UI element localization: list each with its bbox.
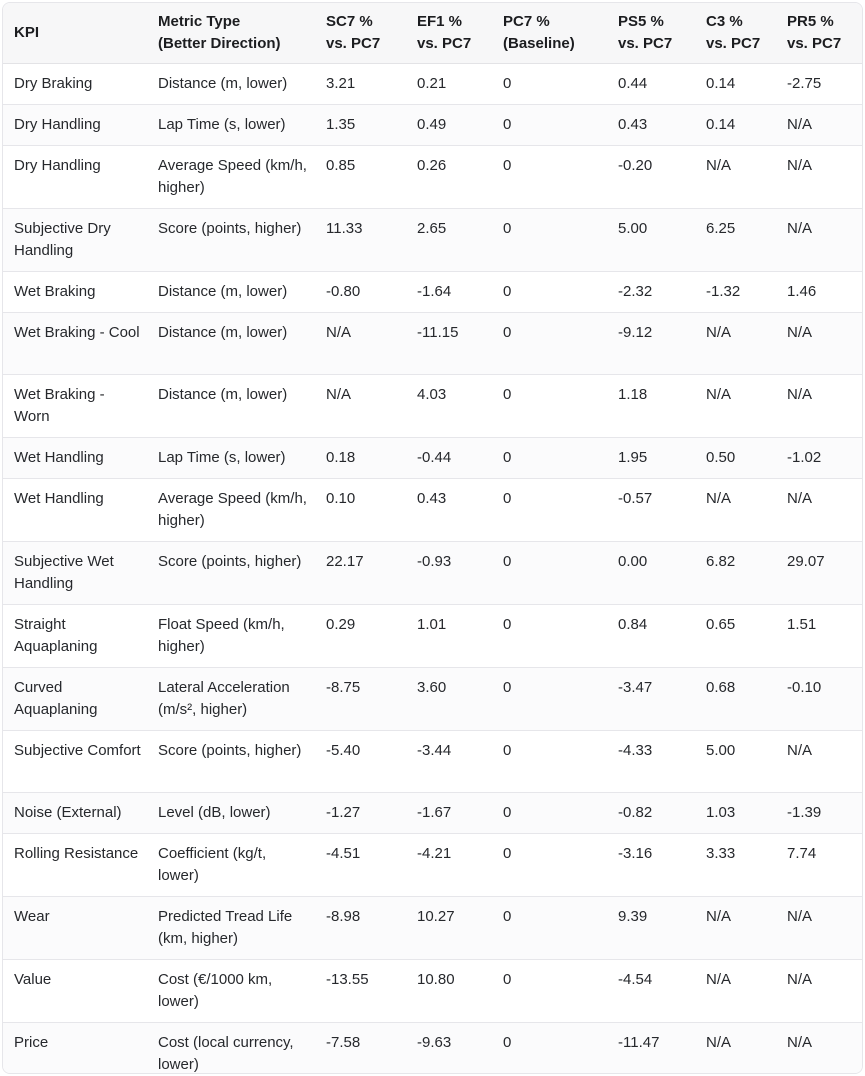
ps5-value-cell: 0.44 xyxy=(618,75,648,92)
kpi-cell: Value xyxy=(14,971,52,988)
c3-value-cell: 6.25 xyxy=(706,220,736,237)
pr5-value-cell: N/A xyxy=(787,386,813,403)
pc7-value-cell: 0 xyxy=(503,116,512,133)
c3-value-cell: N/A xyxy=(706,908,732,925)
ef1-value-cell: 3.60 xyxy=(417,679,447,696)
pr5-value-cell: N/A xyxy=(787,157,813,174)
ef1-value-cell: -9.63 xyxy=(417,1034,452,1051)
kpi-cell: Wet Handling xyxy=(14,449,104,466)
pc7-value-cell: 0 xyxy=(503,157,512,174)
header-ps5: PS5 % vs. PC7 xyxy=(607,3,695,64)
metric-type-cell: Distance (m, lower) xyxy=(158,386,288,403)
pc7-value-cell: 0 xyxy=(503,75,512,92)
kpi-cell: Price xyxy=(14,1034,49,1051)
table-row xyxy=(3,375,862,438)
pr5-value-cell: 7.74 xyxy=(787,845,817,862)
sc7-value-cell: -13.55 xyxy=(326,971,369,988)
ef1-value-cell: -3.44 xyxy=(417,742,452,759)
metric-type-cell: Lateral Acceleration (m/s², higher) xyxy=(158,679,290,718)
kpi-cell: Subjective Wet Handling xyxy=(14,553,114,592)
kpi-comparison-table xyxy=(3,3,862,1074)
ps5-value-cell: -0.20 xyxy=(618,157,653,174)
c3-value-cell: -1.32 xyxy=(706,283,741,300)
pr5-value-cell: N/A xyxy=(787,490,813,507)
pc7-value-cell: 0 xyxy=(503,742,512,759)
pr5-value-cell: N/A xyxy=(787,908,813,925)
ef1-value-cell: -1.64 xyxy=(417,283,452,300)
pr5-value-cell: N/A xyxy=(787,971,813,988)
metric-type-cell: Score (points, higher) xyxy=(158,220,302,237)
pc7-value-cell: 0 xyxy=(503,220,512,237)
table-row xyxy=(3,479,862,542)
pc7-value-cell: 0 xyxy=(503,490,512,507)
header-pc7: PC7 % (Baseline) xyxy=(492,3,607,64)
c3-value-cell: 0.50 xyxy=(706,449,736,466)
metric-type-cell: Average Speed (km/h, higher) xyxy=(158,490,307,529)
table-row xyxy=(3,146,862,209)
sc7-value-cell: -4.51 xyxy=(326,845,361,862)
kpi-comparison-table-container xyxy=(2,2,863,1074)
sc7-value-cell: -7.58 xyxy=(326,1034,361,1051)
sc7-value-cell: 3.21 xyxy=(326,75,356,92)
c3-value-cell: 0.65 xyxy=(706,616,736,633)
pc7-value-cell: 0 xyxy=(503,971,512,988)
table-row xyxy=(3,793,862,834)
kpi-cell: Straight Aquaplaning xyxy=(14,616,98,655)
kpi-cell: Dry Handling xyxy=(14,157,101,174)
pr5-value-cell: 1.46 xyxy=(787,283,817,300)
sc7-value-cell: 0.18 xyxy=(326,449,356,466)
pr5-value-cell: 29.07 xyxy=(787,553,825,570)
ps5-value-cell: -4.33 xyxy=(618,742,653,759)
ef1-value-cell: 10.27 xyxy=(417,908,455,925)
ps5-value-cell: 5.00 xyxy=(618,220,648,237)
c3-value-cell: 3.33 xyxy=(706,845,736,862)
sc7-value-cell: 0.85 xyxy=(326,157,356,174)
sc7-value-cell: -5.40 xyxy=(326,742,361,759)
sc7-value-cell: 22.17 xyxy=(326,553,364,570)
c3-value-cell: 0.14 xyxy=(706,75,736,92)
c3-value-cell: 1.03 xyxy=(706,804,736,821)
header-kpi: KPI xyxy=(3,3,147,64)
pc7-value-cell: 0 xyxy=(503,908,512,925)
pc7-value-cell: 0 xyxy=(503,553,512,570)
kpi-cell: Wet Braking - Worn xyxy=(14,386,105,425)
table-row xyxy=(3,668,862,731)
ef1-value-cell: 4.03 xyxy=(417,386,447,403)
metric-type-cell: Distance (m, lower) xyxy=(158,75,288,92)
table-row xyxy=(3,605,862,668)
sc7-value-cell: -1.27 xyxy=(326,804,361,821)
table-row xyxy=(3,542,862,605)
pr5-value-cell: -2.75 xyxy=(787,75,822,92)
table-row xyxy=(3,209,862,272)
pr5-value-cell: -0.10 xyxy=(787,679,822,696)
ef1-value-cell: 0.49 xyxy=(417,116,447,133)
sc7-value-cell: -8.98 xyxy=(326,908,361,925)
pc7-value-cell: 0 xyxy=(503,386,512,403)
metric-type-cell: Float Speed (km/h, higher) xyxy=(158,616,285,655)
kpi-cell: Subjective Comfort xyxy=(14,742,141,759)
metric-type-cell: Level (dB, lower) xyxy=(158,804,271,821)
metric-type-cell: Lap Time (s, lower) xyxy=(158,116,286,133)
kpi-cell: Noise (External) xyxy=(14,804,122,821)
ps5-value-cell: -4.54 xyxy=(618,971,653,988)
metric-type-cell: Score (points, higher) xyxy=(158,553,302,570)
c3-value-cell: 0.68 xyxy=(706,679,736,696)
table-row xyxy=(3,897,862,960)
ef1-value-cell: 10.80 xyxy=(417,971,455,988)
pc7-value-cell: 0 xyxy=(503,616,512,633)
sc7-value-cell: N/A xyxy=(326,386,352,403)
ps5-value-cell: -3.47 xyxy=(618,679,653,696)
c3-value-cell: 6.82 xyxy=(706,553,736,570)
table-row xyxy=(3,1023,862,1075)
c3-value-cell: N/A xyxy=(706,971,732,988)
metric-type-cell: Distance (m, lower) xyxy=(158,324,288,341)
metric-type-cell: Predicted Tread Life (km, higher) xyxy=(158,908,293,947)
ef1-value-cell: -11.15 xyxy=(417,324,459,341)
pc7-value-cell: 0 xyxy=(503,804,512,821)
table-row xyxy=(3,64,862,105)
ps5-value-cell: 0.84 xyxy=(618,616,648,633)
ps5-value-cell: 1.95 xyxy=(618,449,648,466)
ef1-value-cell: -0.93 xyxy=(417,553,452,570)
pr5-value-cell: N/A xyxy=(787,324,813,341)
ef1-value-cell: 1.01 xyxy=(417,616,447,633)
ef1-value-cell: 0.21 xyxy=(417,75,447,92)
pc7-value-cell: 0 xyxy=(503,1034,512,1051)
pc7-value-cell: 0 xyxy=(503,324,512,341)
ps5-value-cell: 0.00 xyxy=(618,553,648,570)
sc7-value-cell: -8.75 xyxy=(326,679,361,696)
c3-value-cell: N/A xyxy=(706,1034,732,1051)
table-row xyxy=(3,438,862,479)
ps5-value-cell: -3.16 xyxy=(618,845,653,862)
ef1-value-cell: -1.67 xyxy=(417,804,452,821)
c3-value-cell: N/A xyxy=(706,386,732,403)
c3-value-cell: N/A xyxy=(706,490,732,507)
ps5-value-cell: -0.57 xyxy=(618,490,653,507)
pr5-value-cell: N/A xyxy=(787,116,813,133)
ef1-value-cell: -4.21 xyxy=(417,845,452,862)
ps5-value-cell: 0.43 xyxy=(618,116,648,133)
sc7-value-cell: N/A xyxy=(326,324,352,341)
table-row xyxy=(3,960,862,1023)
header-c3: C3 % vs. PC7 xyxy=(695,3,776,64)
table-row xyxy=(3,105,862,146)
ps5-value-cell: -0.82 xyxy=(618,804,653,821)
pr5-value-cell: N/A xyxy=(787,1034,813,1051)
kpi-cell: Wet Braking - Cool xyxy=(14,324,140,341)
table-row xyxy=(3,272,862,313)
metric-type-cell: Coefficient (kg/t, lower) xyxy=(158,845,267,884)
sc7-value-cell: 0.29 xyxy=(326,616,356,633)
ps5-value-cell: 1.18 xyxy=(618,386,648,403)
kpi-cell: Dry Braking xyxy=(14,75,93,92)
kpi-cell: Curved Aquaplaning xyxy=(14,679,98,718)
c3-value-cell: N/A xyxy=(706,157,732,174)
pc7-value-cell: 0 xyxy=(503,845,512,862)
kpi-cell: Wear xyxy=(14,908,50,925)
ps5-value-cell: -2.32 xyxy=(618,283,653,300)
sc7-value-cell: 11.33 xyxy=(326,220,363,237)
pr5-value-cell: N/A xyxy=(787,220,813,237)
pr5-value-cell: N/A xyxy=(787,742,813,759)
pr5-value-cell: 1.51 xyxy=(787,616,817,633)
kpi-cell: Wet Braking xyxy=(14,283,96,300)
table-body xyxy=(3,64,862,1075)
kpi-cell: Wet Handling xyxy=(14,490,104,507)
kpi-cell: Dry Handling xyxy=(14,116,101,133)
metric-type-cell: Cost (local currency, lower) xyxy=(158,1034,294,1073)
metric-type-cell: Lap Time (s, lower) xyxy=(158,449,286,466)
ef1-value-cell: -0.44 xyxy=(417,449,452,466)
metric-type-cell: Cost (€/1000 km, lower) xyxy=(158,971,273,1010)
metric-type-cell: Average Speed (km/h, higher) xyxy=(158,157,307,196)
pc7-value-cell: 0 xyxy=(503,283,512,300)
ef1-value-cell: 0.43 xyxy=(417,490,447,507)
ef1-value-cell: 2.65 xyxy=(417,220,447,237)
kpi-cell: Subjective Dry Handling xyxy=(14,220,111,259)
ps5-value-cell: -11.47 xyxy=(618,1034,660,1051)
ps5-value-cell: 9.39 xyxy=(618,908,648,925)
sc7-value-cell: -0.80 xyxy=(326,283,361,300)
sc7-value-cell: 1.35 xyxy=(326,116,356,133)
sc7-value-cell: 0.10 xyxy=(326,490,356,507)
table-row xyxy=(3,834,862,897)
pr5-value-cell: -1.02 xyxy=(787,449,822,466)
header-ef1: EF1 % vs. PC7 xyxy=(406,3,492,64)
pr5-value-cell: -1.39 xyxy=(787,804,822,821)
ps5-value-cell: -9.12 xyxy=(618,324,653,341)
c3-value-cell: 5.00 xyxy=(706,742,736,759)
table-header-row xyxy=(3,3,862,64)
metric-type-cell: Score (points, higher) xyxy=(158,742,302,759)
c3-value-cell: N/A xyxy=(706,324,732,341)
header-pr5: PR5 % vs. PC7 xyxy=(776,3,862,64)
kpi-cell: Rolling Resistance xyxy=(14,845,139,862)
metric-type-cell: Distance (m, lower) xyxy=(158,283,288,300)
header-sc7: SC7 % vs. PC7 xyxy=(315,3,406,64)
c3-value-cell: 0.14 xyxy=(706,116,736,133)
pc7-value-cell: 0 xyxy=(503,449,512,466)
table-row xyxy=(3,731,862,793)
pc7-value-cell: 0 xyxy=(503,679,512,696)
table-row xyxy=(3,313,862,375)
header-metric-type: Metric Type (Better Direction) xyxy=(147,3,315,64)
ef1-value-cell: 0.26 xyxy=(417,157,447,174)
